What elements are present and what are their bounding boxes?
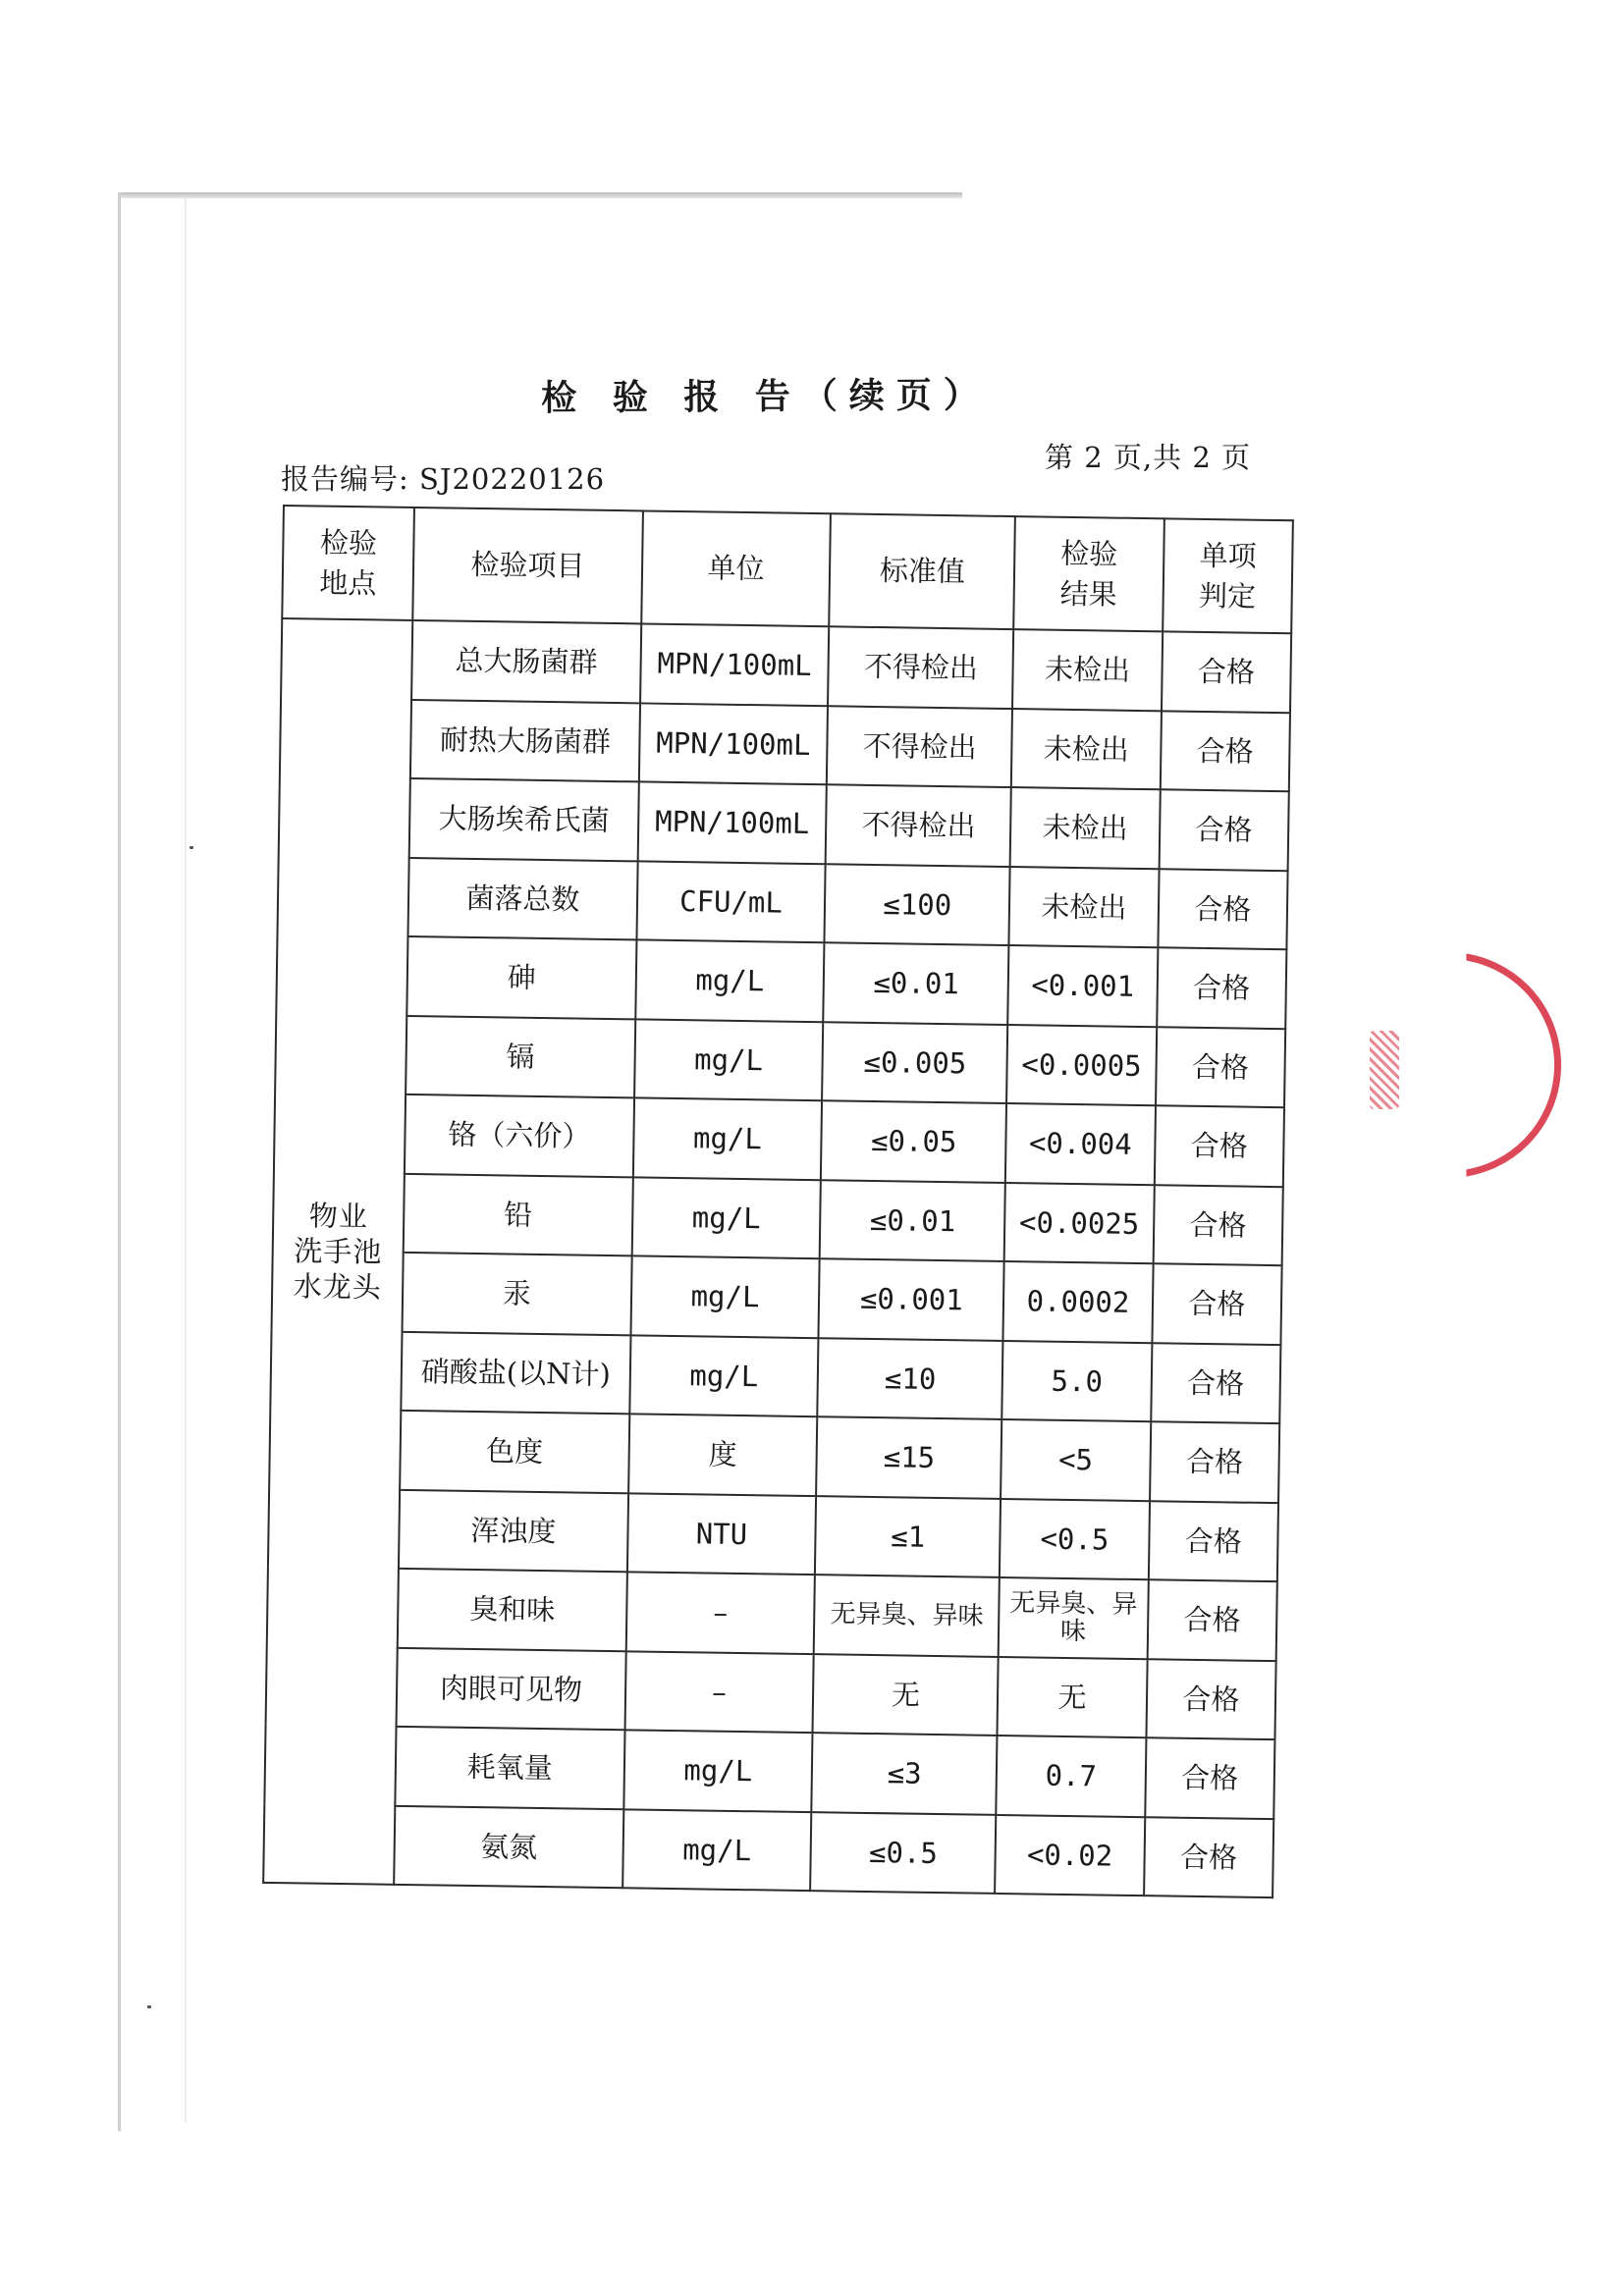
table-row (270, 1329, 1280, 1423)
table-row (281, 618, 1291, 713)
page-info: 第 2 页,共 2 页 (1045, 441, 1251, 474)
table-row (276, 934, 1286, 1029)
table-row (267, 1567, 1277, 1661)
judgment-cell: 合格 (1162, 631, 1292, 712)
standard-cell: ≤0.005 (822, 1022, 1007, 1103)
unit-cell: MPN/100mL (638, 703, 828, 784)
judgment-cell: 合格 (1152, 1263, 1282, 1344)
table-row (280, 697, 1290, 791)
table-row (274, 1093, 1284, 1187)
item-cell: 镉 (406, 1015, 634, 1097)
inspection-table (262, 505, 1294, 1898)
standard-cell: ≤0.01 (824, 942, 1009, 1024)
table-row (273, 1171, 1283, 1265)
header-unit: 单位 (641, 510, 832, 626)
item-cell: 耐热大肠菌群 (410, 699, 639, 781)
standard-cell: ≤10 (818, 1338, 1003, 1419)
judgment-cell: 合格 (1147, 1579, 1277, 1660)
standard-cell: ≤0.001 (819, 1258, 1004, 1340)
header-judgment-line2: 判定 (1198, 578, 1257, 614)
unit-cell: NTU (626, 1493, 816, 1575)
unit-cell: mg/L (631, 1177, 821, 1258)
unit-cell: – (624, 1651, 814, 1733)
result-cell: 未检出 (1012, 629, 1163, 711)
unit-cell: 度 (628, 1414, 818, 1495)
judgment-cell: 合格 (1146, 1659, 1276, 1739)
result-cell: <0.5 (1000, 1498, 1150, 1579)
item-cell: 砷 (407, 936, 636, 1019)
header-item: 检验项目 (413, 507, 643, 623)
table-row (264, 1725, 1274, 1819)
item-cell: 大肠埃希氏菌 (409, 778, 638, 861)
header-judgment (1163, 518, 1293, 633)
item-cell: 汞 (403, 1253, 631, 1335)
judgment-cell: 合格 (1158, 869, 1288, 949)
standard-cell: ≤3 (812, 1733, 998, 1814)
unit-cell: mg/L (634, 1019, 824, 1100)
header-location-line2: 地点 (319, 565, 377, 600)
header-result-line1: 检验 (1060, 536, 1118, 571)
scan-speck (147, 2005, 151, 2008)
result-cell: <0.0005 (1006, 1025, 1157, 1106)
result-cell: 未检出 (1011, 709, 1162, 790)
item-cell: 菌落总数 (408, 857, 637, 939)
table-row (266, 1645, 1276, 1739)
result-cell: <0.0025 (1004, 1182, 1155, 1263)
standard-cell: 不得检出 (828, 626, 1013, 708)
result-cell: 0.7 (996, 1735, 1146, 1817)
unit-cell: CFU/mL (636, 861, 826, 942)
unit-cell: MPN/100mL (637, 781, 827, 863)
standard-cell: 不得检出 (827, 706, 1012, 787)
item-cell: 总大肠菌群 (411, 620, 640, 703)
header-location (282, 506, 414, 620)
result-cell: 无 (998, 1656, 1148, 1737)
item-cell: 肉眼可见物 (397, 1647, 625, 1730)
scan-top-edge (118, 192, 962, 198)
seal-inner-mark (1370, 1031, 1399, 1109)
item-cell: 铬（六价） (405, 1095, 633, 1177)
judgment-cell: 合格 (1156, 1027, 1286, 1107)
judgment-cell: 合格 (1160, 711, 1290, 791)
standard-cell: 不得检出 (826, 784, 1011, 866)
judgment-cell: 合格 (1150, 1421, 1280, 1502)
standard-cell: ≤100 (825, 864, 1010, 945)
result-cell: 未检出 (1010, 787, 1161, 869)
item-cell: 浑浊度 (399, 1489, 627, 1572)
location-line1: 物业 (308, 1199, 369, 1233)
judgment-cell: 合格 (1157, 947, 1287, 1028)
table-row (269, 1409, 1279, 1503)
unit-cell: mg/L (629, 1335, 819, 1416)
judgment-cell: 合格 (1149, 1501, 1279, 1581)
location-cell (263, 618, 412, 1885)
judgment-cell: 合格 (1144, 1817, 1274, 1897)
result-cell: <0.001 (1007, 945, 1158, 1027)
unit-cell: mg/L (623, 1730, 813, 1811)
unit-cell: mg/L (635, 939, 825, 1021)
result-cell: <0.004 (1005, 1103, 1156, 1185)
result-cell: 0.0002 (1003, 1261, 1154, 1343)
item-cell: 色度 (400, 1411, 628, 1493)
table-header-row (282, 506, 1293, 633)
result-cell: 5.0 (1001, 1340, 1152, 1421)
table-row (279, 776, 1289, 871)
scan-fold-line (185, 198, 187, 2122)
item-cell: 臭和味 (398, 1569, 626, 1651)
standard-cell: ≤0.05 (821, 1100, 1006, 1182)
judgment-cell: 合格 (1151, 1343, 1281, 1423)
header-location-line1: 检验 (319, 525, 378, 561)
result-cell: <5 (1001, 1419, 1151, 1501)
report-number: 报告编号: SJ20220126 (281, 462, 606, 496)
result-cell: 无异臭、异味 (999, 1577, 1149, 1659)
standard-cell: 无 (813, 1654, 999, 1735)
unit-cell: mg/L (632, 1097, 822, 1179)
item-cell: 耗氧量 (396, 1727, 624, 1809)
location-line2: 洗手池 (294, 1234, 383, 1269)
scan-speck (189, 846, 193, 849)
report-table-wrapper (262, 505, 1294, 1898)
unit-cell: mg/L (623, 1809, 812, 1891)
unit-cell: – (625, 1572, 815, 1653)
unit-cell: MPN/100mL (640, 623, 830, 705)
header-result-line2: 结果 (1059, 576, 1117, 612)
item-cell: 硝酸盐(以N计) (402, 1331, 630, 1414)
standard-cell: ≤0.01 (820, 1180, 1005, 1261)
table-row (272, 1251, 1282, 1345)
table-row (263, 1803, 1273, 1897)
standard-cell: ≤0.5 (811, 1812, 997, 1894)
standard-cell: ≤1 (815, 1496, 1001, 1577)
header-judgment-line1: 单项 (1199, 538, 1257, 573)
table-row (268, 1487, 1278, 1581)
judgment-cell: 合格 (1154, 1105, 1284, 1186)
judgment-cell: 合格 (1159, 789, 1289, 870)
location-line3: 水龙头 (293, 1269, 383, 1305)
table-row (278, 855, 1288, 949)
standard-cell: ≤15 (816, 1416, 1001, 1498)
header-result (1013, 516, 1164, 631)
judgment-cell: 合格 (1153, 1185, 1283, 1265)
document-title: 检 验 报 告（续页） (541, 374, 991, 419)
result-cell: <0.02 (995, 1814, 1145, 1896)
standard-cell: 无异臭、异味 (814, 1575, 1000, 1656)
scan-left-edge (118, 192, 121, 2131)
item-cell: 氨氮 (394, 1805, 623, 1888)
judgment-cell: 合格 (1145, 1737, 1275, 1818)
unit-cell: mg/L (630, 1255, 820, 1337)
header-standard: 标准值 (830, 513, 1015, 629)
result-cell: 未检出 (1009, 867, 1160, 948)
item-cell: 铅 (404, 1173, 632, 1255)
table-row (275, 1013, 1285, 1107)
